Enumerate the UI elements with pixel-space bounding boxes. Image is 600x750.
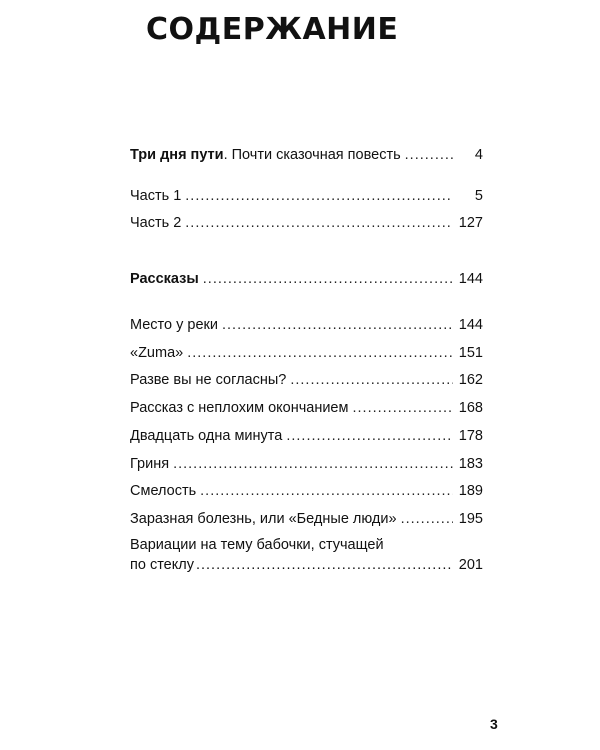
- dot-leader: [222, 316, 453, 334]
- toc-entry-main-work: [130, 146, 483, 164]
- page-number: 201: [458, 557, 483, 573]
- toc-entry-story: [130, 371, 483, 389]
- entry-label-line1: Вариации на тему бабочки, стучащей: [130, 537, 384, 553]
- entry-label: Часть 2: [130, 215, 182, 231]
- dot-leader: [286, 427, 452, 445]
- page-number: 189: [458, 483, 483, 499]
- dot-leader: [352, 399, 452, 417]
- entry-label: Рассказ с неплохим окончанием: [130, 400, 349, 416]
- page-number: 5: [474, 188, 483, 204]
- dot-leader: [185, 214, 453, 232]
- entry-label: Гриня: [130, 456, 170, 472]
- main-work-title: Три дня пути: [130, 147, 224, 163]
- page-title: СОДЕРЖАНИЕ: [146, 12, 399, 47]
- toc-entry-story-two-line: [130, 535, 483, 575]
- dot-leader: [405, 146, 453, 164]
- dot-leader: [401, 510, 453, 528]
- entry-label: Смелость: [130, 483, 197, 499]
- page-number: 195: [458, 511, 483, 527]
- page-number: 127: [458, 215, 483, 231]
- toc-entry-part-1: [130, 187, 483, 205]
- section-label: Рассказы: [130, 271, 199, 287]
- main-work-subtitle: . Почти сказочная повесть: [223, 147, 401, 163]
- entry-label-line2: по стеклу: [130, 557, 194, 573]
- dot-leader: [203, 270, 453, 288]
- entry-label: Место у реки: [130, 317, 218, 333]
- entry-label: «Zuma»: [130, 345, 184, 361]
- page-number: 144: [458, 271, 483, 287]
- page-number: 144: [458, 317, 483, 333]
- toc-entry-part-2: [130, 214, 483, 232]
- dot-leader: [187, 344, 453, 362]
- entry-label: Часть 1: [130, 188, 182, 204]
- toc-entry-story: [130, 427, 483, 445]
- page-number: 151: [458, 345, 483, 361]
- toc-entry-story: [130, 316, 483, 334]
- toc-entry-story: [130, 510, 483, 528]
- page-number: 183: [458, 456, 483, 472]
- dot-leader: [290, 371, 452, 389]
- toc-entry-story: [130, 399, 483, 417]
- dot-leader: [173, 455, 453, 473]
- entry-label: Заразная болезнь, или «Бедные люди»: [130, 511, 397, 527]
- toc-entry-section-stories: [130, 270, 483, 288]
- dot-leader: [185, 187, 453, 205]
- toc-entry-story: [130, 482, 483, 500]
- entry-label: Разве вы не согласны?: [130, 372, 287, 388]
- folio-page-number: 3: [490, 716, 498, 732]
- page-number: 4: [474, 147, 483, 163]
- toc-entry-story: [130, 455, 483, 473]
- toc-entry-story: [130, 344, 483, 362]
- entry-label: Двадцать одна минута: [130, 428, 283, 444]
- page-number: 162: [458, 372, 483, 388]
- page-number: 178: [458, 428, 483, 444]
- dot-leader: [200, 482, 453, 500]
- page-number: 168: [458, 400, 483, 416]
- dot-leader: [196, 555, 453, 575]
